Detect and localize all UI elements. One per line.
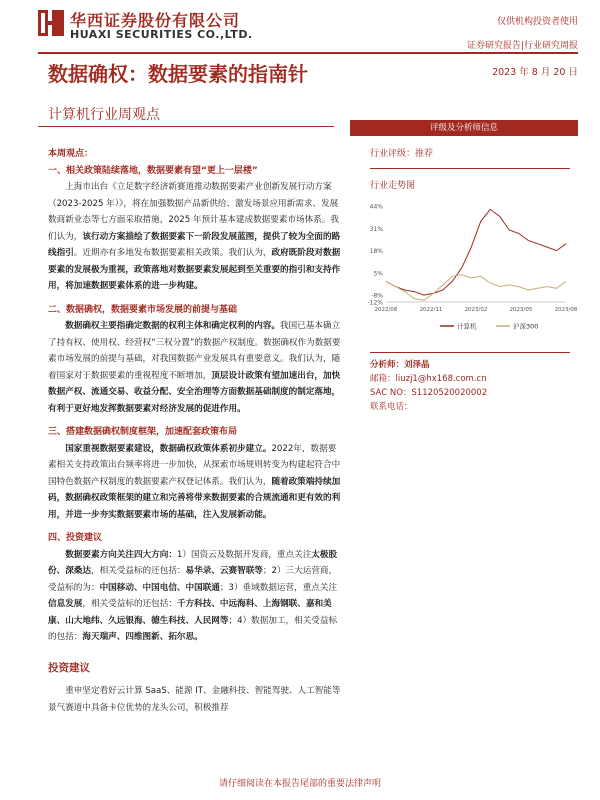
legend-label: 沪深300 [513,322,539,331]
section-2-heading: 二、数据确权，数据要素市场发展的前提与基础 [48,304,238,315]
y-tick-label: -8% [371,292,383,300]
section-4-paragraph: 数据要素方向关注四大方向：1）国资云及数据开发商，重点关注太极股份、深桑达，相关受益标的还包括：易华录、云赛智联等；2）三大运营商，受益标的为：中国移动、中国电信、中国联通；3）垂域数据运营，重点关注信息发展，相关受益标的还包括：千方科技、中远海科、上海钢联、嘉和美康、山大地纬、久远银海、德生科技、人民网等；4）数据加工，相关受益标的包括：海天瑞声、四维图新、拓尔思。 [48,549,338,642]
analyst-phone: 联系电话： [370,402,413,412]
section-2-paragraph: 数据确权主要指确定数据的权利主体和确定权利的内容。我国已基本确立了持有权、使用权、经营权“三权分置”的数据产权制度。数据确权作为数据要素市场发展的前提与基础，对我国数据产业发展具有重要意义。我们认为，随着国家对于数据要素的重视程度不断增加，顶层设计政策有望加速出台，加快数据产权、流通交易、收益分配、安全治理等方面数据基础制度的制定落地，有利于更好地发挥数据要素对经济发展的促进作用。 [48,321,341,414]
company-logo [38,10,64,36]
analyst-sac: SAC NO：S1120520020002 [370,388,488,398]
company-name-cn: 华西证券股份有限公司 [70,11,241,30]
series-line-csi300 [386,275,566,301]
trend-chart-title: 行业走势图 [370,181,416,191]
subtitle-divider [38,126,334,127]
analyst-divider [370,352,570,353]
report-date: 2023 年 8 月 20 日 [492,67,578,78]
legal-footer: 请仔细阅读在本报告尾部的重要法律声明 [218,779,381,789]
y-tick-label: -12% [367,299,383,307]
report-body [48,146,344,776]
header-divider [38,52,578,54]
company-name-en: HUAXI SECURITIES CO.,LTD. [70,28,253,41]
x-tick-label: 2023/02 [464,307,488,313]
report-subtitle: 计算机行业周观点 [48,107,160,123]
y-tick-label: 44% [369,203,383,211]
industry-rating: 行业评级：推荐 [370,149,434,159]
rating-analyst-header: 评级及分析师信息 [350,120,578,136]
analyst-email: 邮箱：liuzj1@hx168.com.cn [370,374,487,384]
x-tick-label: 2023/08 [554,307,578,313]
series-line-computer [386,209,566,295]
section-3-paragraph: 国家重视数据要素建设，数据确权政策体系初步建立。2022年，数据要素相关支持政策出台频率将进一步加快，从探索市场规则转变为构建起符合中国特色数据产权制度的数据要素产权登记体系。我们认为，随着政策端持续加码，数据确权政策框架的建立和完善将带来数据要素的合规流通和更有效的利用，并进一步夯实数据要素市场的基础，注入发展新动能。 [48,443,341,520]
y-tick-label: 18% [369,248,383,256]
x-tick-label: 2022/08 [374,307,398,313]
analyst-info [370,358,487,414]
section-3-heading: 三、搭建数据确权制度框架，加速配套政策布局 [48,427,238,437]
analyst-name: 分析师：刘泽晶 [370,360,430,370]
section-1-heading: 一、相关政策陆续落地，数据要素有望“更上一层楼” [48,165,258,176]
y-tick-label: 5% [373,270,383,278]
invest-advice-paragraph: 重申坚定看好云计算 SaaS、能源 IT、金融科技、智能驾驶、人工智能等景气赛道中具备卡位优势的龙头公司，积极推荐 [48,686,341,713]
usage-notice: 仅供机构投资者使用 [496,17,578,27]
x-tick-label: 2023/05 [509,307,533,313]
legend-label: 计算机 [457,322,477,331]
rating-divider [370,168,570,169]
section-4-heading: 四、投资建议 [48,533,103,543]
report-title: 数据确权：数据要素的指南针 [48,62,308,86]
viewpoint-heading: 本周观点： [48,149,94,159]
industry-trend-chart [360,196,578,340]
y-tick-label: 31% [369,225,383,233]
report-category: 证券研究报告|行业研究周报 [466,41,578,51]
invest-advice-heading: 投资建议 [48,661,90,674]
section-1-paragraph: 上海市出台《立足数字经济新赛道推动数据要素产业创新发展行动方案（2023-2025 年）》，将在加强数据产品新供给、激发场景应用新需求、发展数商新业态等七方面采取措施，2025 年预计基本建成数据要素市场体系。我们认为，该行动方案描绘了数据要素下一阶段发展蓝图，提供了较为全面的路线指引。近期亦有多地发布数据要素相关政策。我们认为，政府既阶段对数据要素的发展极为重视，政策落地对数据要素发展起到至关重要的指引和支持作用，将加速数据要素体系的进一步构建。 [48,182,341,291]
x-tick-label: 2022/11 [419,307,443,313]
